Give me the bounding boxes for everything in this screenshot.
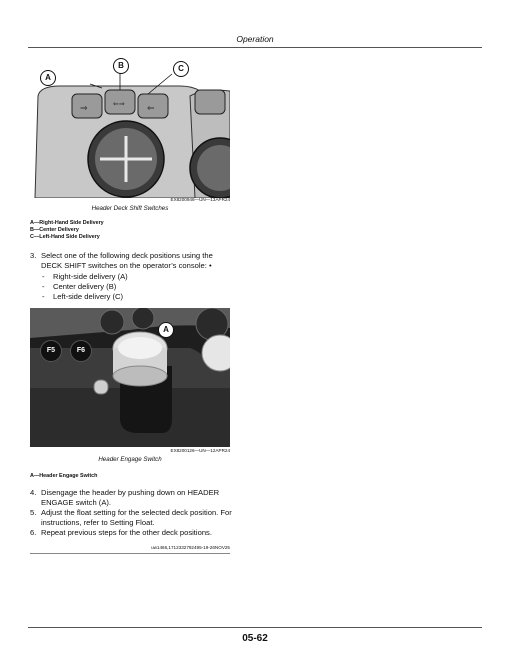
step-6 [30,528,234,538]
header-rule [28,47,482,48]
figure-header-engage-switch [30,308,230,447]
figure1-caption: Header Deck Shift Switches [91,205,169,212]
legend-item: C—Left-Hand Side Delivery [30,234,100,240]
figure2-caption: Header Engage Switch [98,456,162,463]
step-number: 3. [30,251,37,260]
option-label: Right-side delivery (A) [53,272,128,281]
figure2-legend [30,473,97,480]
f6-key: F6 [70,340,92,362]
callout-a: A [40,70,56,86]
list-item: - Right-side delivery (A) [42,272,128,281]
option-label: Left-side delivery (C) [53,292,124,301]
step-text: Select one of the following deck positions using the DECK SHIFT switches on the operator’s console: • [41,251,213,270]
step-5 [30,508,234,528]
f5-key: F5 [40,340,62,362]
figure2-reference: EX8200126—UN—12APR24 [170,448,230,453]
legend-item: A—Right-Hand Side Delivery [30,220,104,226]
callout-b: B [113,58,129,74]
list-item: - Left-side delivery (C) [42,292,124,301]
section-end-rule [30,553,230,554]
step-text: Repeat previous steps for the other deck positions. [41,528,212,537]
footer-code: uw1466,1712332792495-19-26NOV25 [151,545,230,550]
page-header-title: Operation [236,34,274,44]
callout-c: C [173,61,189,77]
figure1-legend [30,220,104,241]
step-number: 5. [30,508,37,517]
page-number: 05-62 [242,633,268,644]
legend-item: B—Center Delivery [30,227,79,233]
legend-item: A—Header Engage Switch [30,473,98,479]
svg-text:⇒: ⇒ [80,104,88,114]
figure-deck-shift-switches [30,56,230,198]
deck-shift-switch-illustration [30,56,230,198]
header-engage-switch-photo [30,308,230,447]
footer-rule [28,627,482,628]
step-3 [30,251,234,271]
option-label: Center delivery (B) [53,282,117,291]
svg-text:⇐: ⇐ [147,104,155,114]
step-text: Adjust the float setting for the selected deck position. For instructions, refer to Setting Float. [41,508,232,527]
step-4 [30,488,234,508]
list-item: - Center delivery (B) [42,282,117,291]
svg-text:⇐⇒: ⇐⇒ [113,100,125,108]
step-text: Disengage the header by pushing down on HEADER ENGAGE switch (A). [41,488,220,507]
step-number: 4. [30,488,37,497]
step-3-options [42,272,128,302]
figure1-reference: EX8200946—UN—13APR24 [170,197,230,202]
step-number: 6. [30,528,37,537]
callout-a: A [158,322,174,338]
